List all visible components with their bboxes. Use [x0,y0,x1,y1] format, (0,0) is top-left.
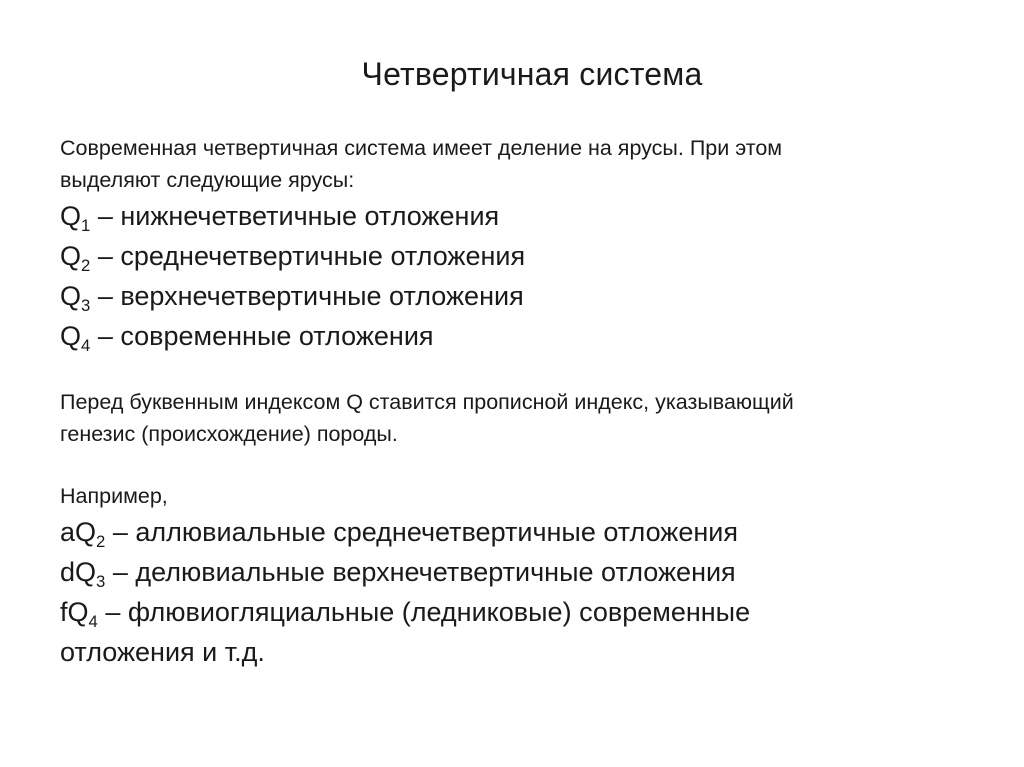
stage-index: 1 [81,215,91,235]
stage-description: – верхнечетвертичные отложения [90,281,524,311]
example-description: – флювиогляциальные (ледниковые) современные [97,597,751,627]
slide-title: Четвертичная система [361,56,703,92]
stage-item [60,276,990,316]
intro-line-1: Современная четвертичная система имеет деление на ярусы. При этом [60,136,783,160]
genesis-line-1: Перед буквенным индексом Q ставится прописной индекс, указывающий [60,390,794,414]
stage-symbol: Q [60,281,82,311]
example-symbol: dQ [60,557,97,587]
example-label: Например, [60,484,168,508]
stage-item [60,236,990,276]
stage-description: – современные отложения [90,321,434,351]
stage-symbol: Q [60,321,82,351]
stage-index: 3 [81,295,91,315]
stage-description: – нижнечетветичные отложения [90,201,500,231]
example-symbol: fQ [60,597,89,627]
stage-index: 2 [81,255,91,275]
stage-index: 4 [81,335,91,355]
stage-symbol: Q [60,201,82,231]
example-index: 2 [96,531,106,551]
stage-item [60,316,990,356]
example-symbol: aQ [60,517,97,547]
example-index: 4 [88,611,98,631]
example-description: – аллювиальные среднечетвертичные отложения [105,517,738,547]
example-description: – делювиальные верхнечетвертичные отложения [105,557,736,587]
stage-description: – среднечетвертичные отложения [90,241,526,271]
spacer [60,450,990,480]
example-item [60,552,990,592]
slide-body [60,132,990,672]
example-item [60,512,990,552]
example-item [60,592,990,632]
stage-symbol: Q [60,241,82,271]
intro-line-2: выделяют следующие ярусы: [60,168,355,192]
genesis-line-2: генезис (происхождение) породы. [60,422,398,446]
examples-list [60,512,990,672]
stages-list [60,196,990,356]
spacer [60,356,990,386]
example-tail: отложения и т.д. [60,637,265,667]
example-index: 3 [96,571,106,591]
stage-item [60,196,990,236]
